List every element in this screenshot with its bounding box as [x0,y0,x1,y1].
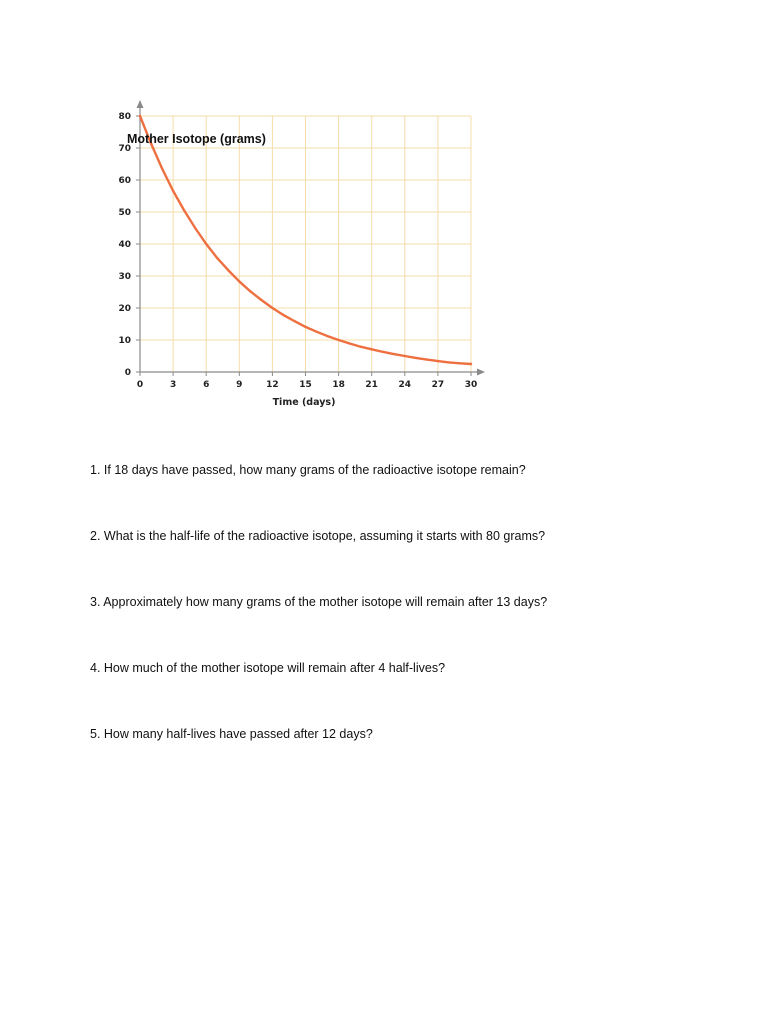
question-3: 3. Approximately how many grams of the mother isotope will remain after 13 days? [90,595,548,609]
question-2: 2. What is the half-life of the radioactive isotope, assuming it starts with 80 grams? [90,529,546,543]
x-axis-title: Time (days) [272,397,336,408]
decay-curve-point [271,307,273,309]
decay-curve-point [426,358,428,360]
decay-curve-point [238,280,240,282]
decay-chart [0,0,768,420]
decay-curve-point [393,353,395,355]
y-tick-label: 10 [118,336,131,346]
x-tick-label: 30 [464,380,478,390]
decay-curve-point [448,361,450,363]
y-tick-label: 70 [118,144,131,154]
y-axis-title: Mother Isotope (grams) [127,132,266,146]
question-4: 4. How much of the mother isotope will remain after 4 half-lives? [90,661,446,675]
question-5: 5. How many half-lives have passed after 12 days? [90,727,373,741]
decay-curve-point [216,257,218,259]
y-tick-label: 30 [118,272,131,282]
x-tick-label: 3 [169,380,177,390]
y-tick-label: 60 [118,176,131,186]
decay-curve-point [205,243,207,245]
x-tick-label: 15 [299,380,312,390]
x-tick-label: 12 [266,380,279,390]
decay-curve-point [139,115,141,117]
decay-curve-point [227,269,229,271]
decay-curve-point [260,299,262,301]
decay-curve-point [382,351,384,353]
decay-curve-point [249,290,251,292]
x-tick-label: 21 [365,380,378,390]
decay-curve-point [415,357,417,359]
x-tick-label: 27 [431,380,445,390]
decay-curve-point [371,348,373,350]
y-tick-label: 0 [124,368,131,378]
decay-curve-point [161,167,163,169]
decay-curve-point [359,346,361,348]
decay-curve-point [304,326,306,328]
y-tick-label: 80 [118,112,131,122]
x-tick-label: 18 [332,380,345,390]
decay-curve-point [437,360,439,362]
x-axis-arrow-icon [477,369,485,376]
y-tick-label: 20 [118,304,131,314]
chart-grid [140,116,471,372]
y-tick-label: 50 [118,208,131,218]
decay-curve-point [194,227,196,229]
decay-curve-point [470,363,472,365]
y-tick-label: 40 [118,240,131,250]
x-tick-label: 0 [136,380,144,390]
decay-curve-point [172,190,174,192]
chart-ticks [118,112,477,390]
decay-curve-point [348,342,350,344]
decay-curve-point [282,314,284,316]
decay-curve-point [337,339,339,341]
x-tick-label: 6 [203,380,210,390]
decay-curve-point [459,362,461,364]
x-tick-label: 9 [236,380,243,390]
decay-curve-point [404,355,406,357]
x-tick-label: 24 [398,380,412,390]
decay-curve-point [293,320,295,322]
decay-curve-point [315,330,317,332]
decay-curve-point [183,209,185,211]
y-axis-arrow-icon [137,100,144,108]
question-1: 1. If 18 days have passed, how many grams of the radioactive isotope remain? [90,463,526,477]
decay-curve-point [326,335,328,337]
